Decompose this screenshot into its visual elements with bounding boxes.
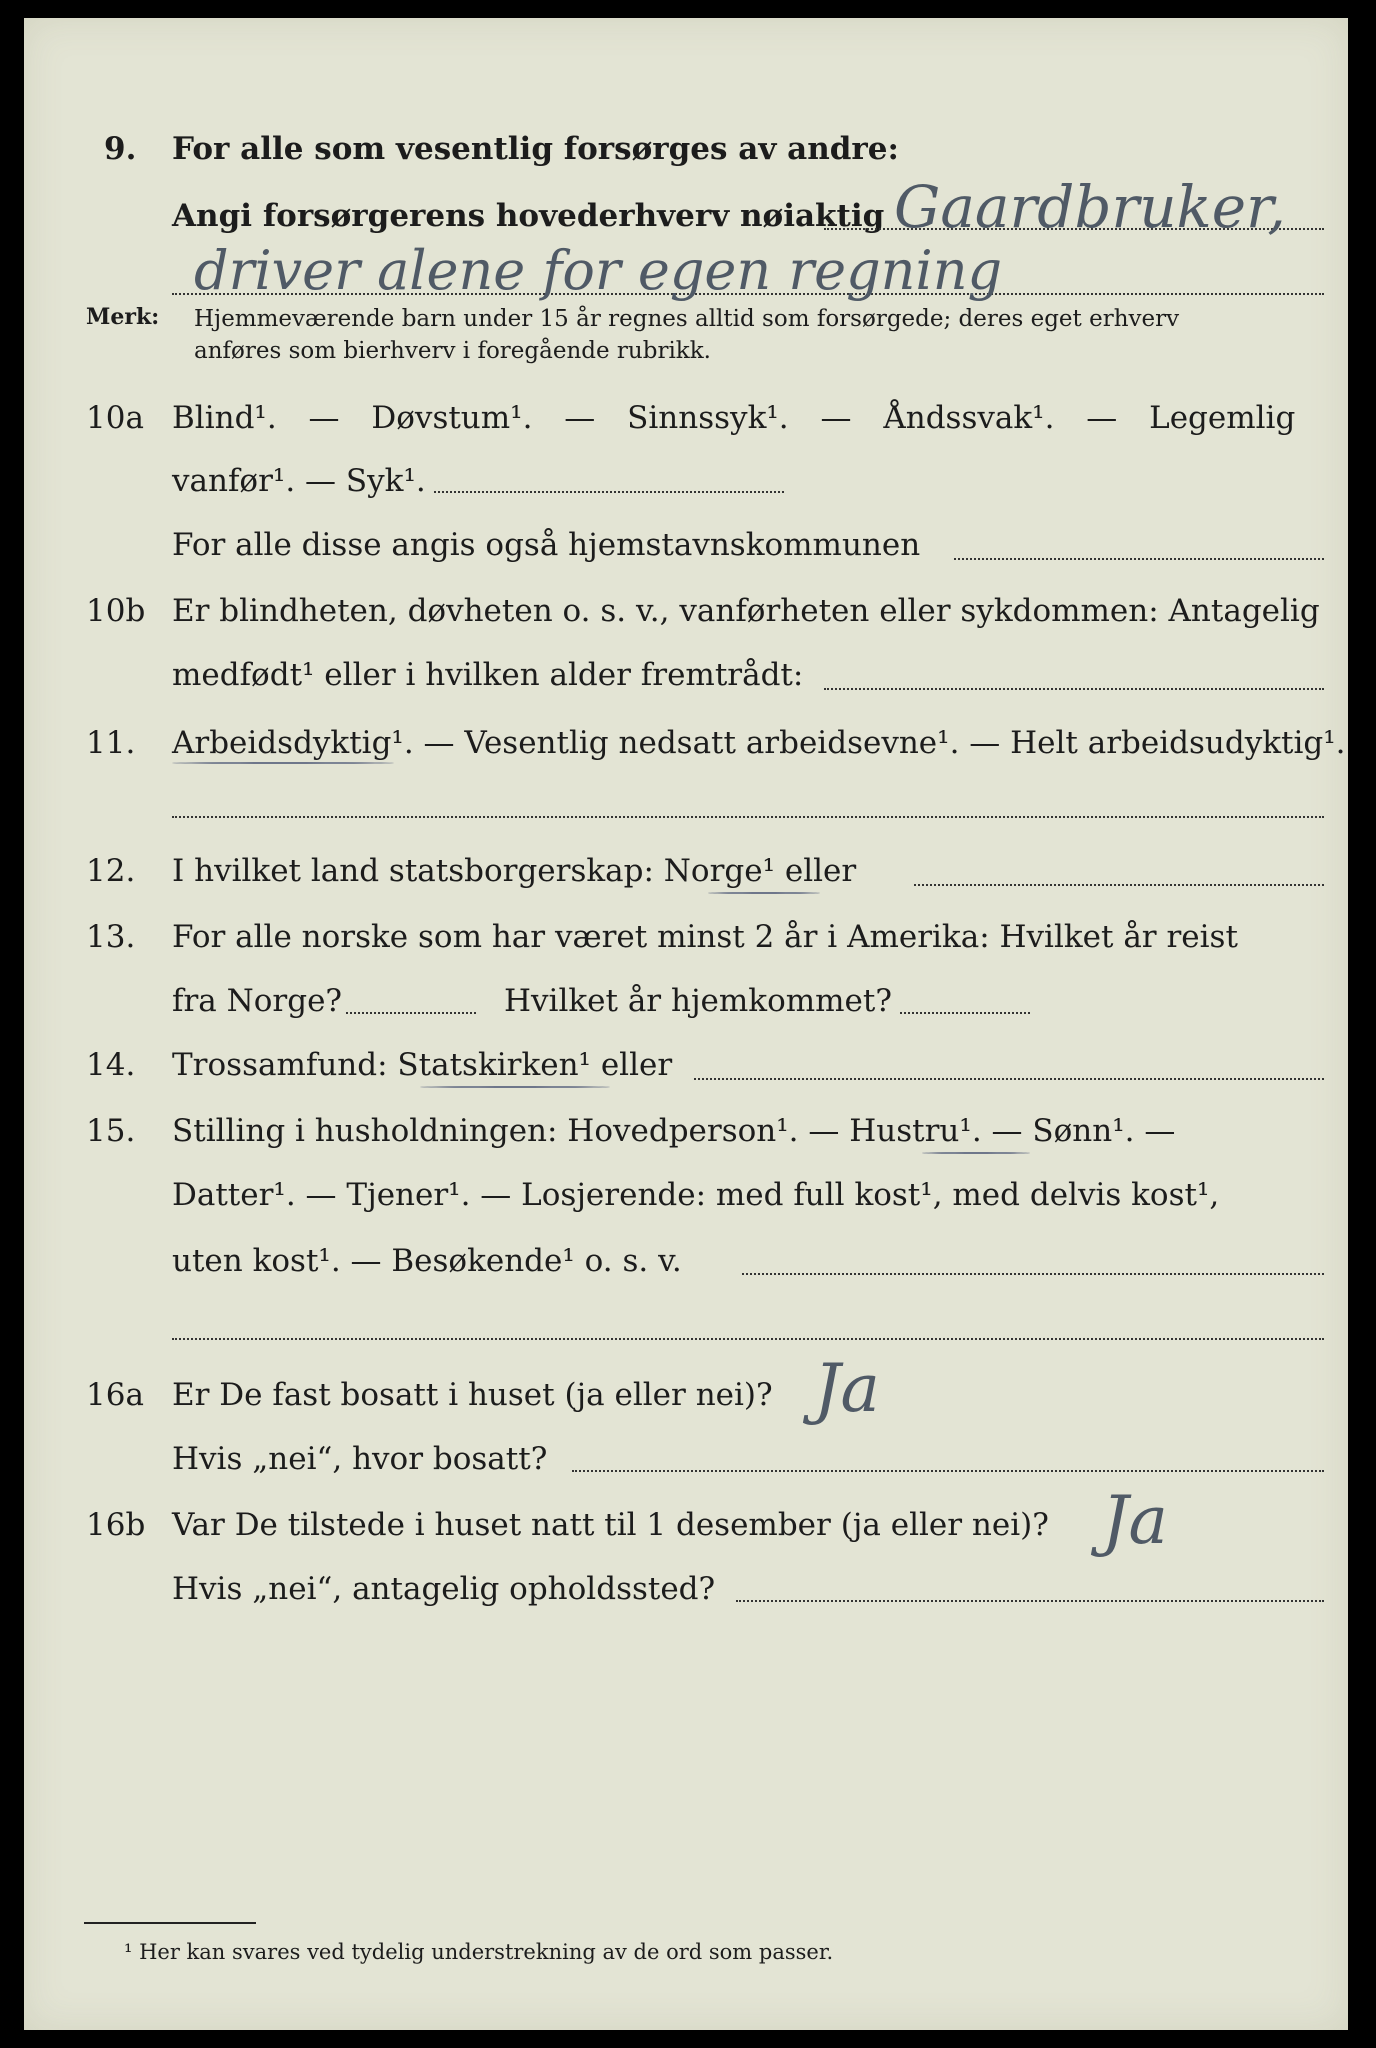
q12-answer-line [914,884,1324,886]
q14-number: 14. [86,1047,136,1083]
footnote-text: ¹ Her kan svares ved tydelig understrekning av de ord som passer. [124,1940,834,1964]
q12-line1: I hvilket land statsborgerskap: Norge¹ eller [172,853,857,889]
q12-underline-norge [708,892,820,894]
form-page [24,18,1348,2030]
q10a-answer-line [434,491,784,493]
q10a-line2: vanfør¹. — Syk¹. [172,463,426,499]
q16a-line2: Hvis „nei“, hvor bosatt? [172,1441,548,1477]
q14-answer-line [694,1078,1324,1080]
q13-reist-line [346,1012,476,1014]
q16b-number: 16b [86,1507,146,1543]
footnote-rule [84,1922,256,1924]
q9-number: 9. [104,131,137,167]
q14-underline-statskirken [420,1086,610,1088]
q13-hjem-line [900,1012,1030,1014]
q16b-handwritten-answer: Ja [1102,1482,1168,1559]
q16b-line2: Hvis „nei“, antagelig opholdssted? [172,1571,716,1607]
q9-line1: For alle som vesentlig forsørges av andre: [172,131,899,167]
q11-number: 11. [86,725,136,761]
q15-line1: Stilling i husholdningen: Hovedperson¹. — Hustru¹. — Sønn¹. — [172,1113,1176,1149]
q11-underline-arbeidsdyktig [172,762,394,764]
q14-line1: Trossamfund: Statskirken¹ eller [172,1047,673,1083]
q10a-line3: For alle disse angis også hjemstavnskommunen [172,527,921,563]
q16b-answer-line [736,1600,1324,1602]
q10a-number: 10a [86,400,144,436]
q11-answer-line [172,816,1324,818]
q10a-kommune-line [954,558,1324,560]
q16a-number: 16a [86,1377,144,1413]
q13-line2a: fra Norge? [172,983,343,1019]
q11-line1: Arbeidsdyktig¹. — Vesentlig nedsatt arbeidsevne¹. — Helt arbeidsudyktig¹. [172,725,1346,761]
q15-answer-line-2 [172,1338,1324,1340]
q15-underline-hustru [922,1152,1030,1154]
q16a-handwritten-answer: Ja [814,1350,880,1427]
q15-line2: Datter¹. — Tjener¹. — Losjerende: med full kost¹, med delvis kost¹, [172,1177,1220,1213]
merk-line2: anføres som bierhverv i foregående rubrikk. [194,338,711,364]
q10a-line1: Blind¹. — Døvstum¹. — Sinnssyk¹. — Åndssvak¹. — Legemlig [172,400,1296,436]
q9-handwritten-2: driver alene for egen regning [194,239,1003,302]
q15-answer-line [742,1273,1324,1275]
merk-label: Merk: [86,304,160,330]
q16b-line1: Var De tilstede i huset natt til 1 desember (ja eller nei)? [172,1507,1049,1543]
q10b-number: 10b [86,593,146,629]
q16a-answer-line [572,1470,1324,1472]
q16a-line1: Er De fast bosatt i huset (ja eller nei)? [172,1377,773,1413]
q15-number: 15. [86,1113,136,1149]
q13-line2b: Hvilket år hjemkommet? [504,983,892,1019]
q10b-answer-line [824,688,1324,690]
q13-number: 13. [86,919,136,955]
q10b-line2: medfødt¹ eller i hvilken alder fremtrådt: [172,657,804,693]
q9-handwritten-1: Gaardbruker, [894,173,1286,241]
q15-line3: uten kost¹. — Besøkende¹ o. s. v. [172,1243,682,1279]
q13-line1: For alle norske som har været minst 2 år i Amerika: Hvilket år reist [172,919,1238,955]
q9-line2: Angi forsørgerens hovederhverv nøiaktig [172,198,885,234]
q10b-line1: Er blindheten, døvheten o. s. v., vanførheten eller sykdommen: Antagelig [172,593,1320,629]
q12-number: 12. [86,853,136,889]
merk-line1: Hjemmeværende barn under 15 år regnes alltid som forsørgede; deres eget erhverv [194,306,1180,332]
